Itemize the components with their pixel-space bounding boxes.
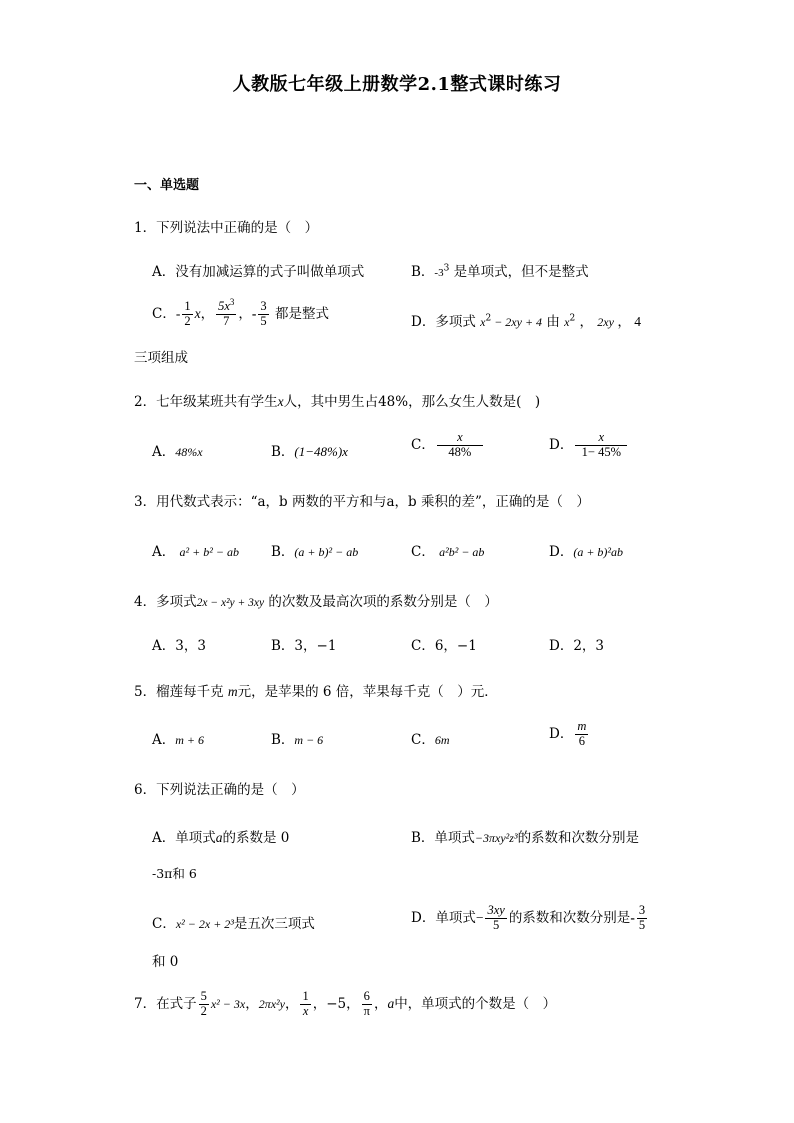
question-1-continuation: 三项组成 (134, 350, 188, 366)
question-1-option-d: D．多项式 $x^2 - 2xy + 4$ 由 $x^2$ ， 2xy ， 4 (411, 313, 641, 330)
section-heading: 一、单选题 (134, 178, 200, 193)
question-2-stem: 2．七年级某班共有学生x人，其中男生占48%，那么女生人数是( ) (134, 394, 541, 410)
question-4-stem: 4．多项式2x − x²y + 3xy 的次数及最高次项的系数分别是（ ） (134, 594, 498, 610)
question-1-option-a: A．没有加减运算的式子叫做单项式 (152, 264, 365, 280)
page-title: 人教版七年级上册数学2.1整式课时练习 (232, 74, 562, 95)
fraction: $\frac{3}{5}$ (260, 299, 267, 328)
fraction: $\frac{3}{5}$ (638, 903, 646, 932)
fraction: $\frac{3xy}{5}$ (487, 903, 505, 932)
question-7-stem: 7．在式子 $\frac{5}{2}$ x² − 3x，2πx²y， $\frac{1}{x}$ ，−5， $\frac{6}{\pi}$ ，a中，单项式的个数是（ ） (134, 989, 557, 1018)
question-1-stem: 1．下列说法中正确的是（ ） (134, 220, 319, 236)
question-3-option-a: A． a² + b² − ab (152, 544, 239, 560)
fraction: $\frac{5x^3}{7}$ (218, 296, 235, 328)
question-3-option-c: C． a²b² − ab (411, 544, 485, 560)
question-4-option-c: C．6，−1 (411, 638, 477, 654)
question-6-option-b: B．单项式−3πxy²z³的系数和次数分别是 (411, 830, 640, 846)
question-6-option-b-continuation: -3π和 6 (152, 866, 197, 881)
fraction: $\frac{m}{6}$ (577, 719, 587, 748)
question-3-stem: 3．用代数式表示：“a，b 两数的平方和与a，b 乘积的差”，正确的是（ ） (134, 494, 590, 510)
question-1-option-b: B．$-3^3$ 是单项式，但不是整式 (411, 263, 589, 280)
question-1-option-c: C．- $\frac{1}{2}$ x， $\frac{5x^3}{7}$ ，- $\frac{3}{5}$ 都是整式 (152, 296, 329, 328)
question-3-option-b: B．(a + b)² − ab (271, 544, 359, 560)
question-3-option-d: D．(a + b)²ab (549, 544, 624, 560)
question-2-option-d: D． $\frac{x}{1- 45\%}$ (549, 431, 629, 460)
question-5-option-d: D． $\frac{m}{6}$ (549, 719, 587, 748)
fraction: $\frac{x}{1- 45\%}$ (575, 431, 627, 460)
question-6-stem: 6．下列说法正确的是（ ） (134, 782, 305, 798)
fraction: $\frac{1}{2}$ (184, 299, 191, 328)
fraction: $\frac{x}{48\%}$ (437, 431, 483, 460)
question-5-option-c: C．6m (411, 732, 450, 748)
question-2-option-b: B．(1−48%)x (271, 444, 348, 460)
question-2-option-a: A．48%x (152, 444, 203, 460)
question-5-option-a: A．m + 6 (152, 732, 205, 748)
question-4-option-b: B．3，−1 (271, 638, 337, 654)
question-6-option-d-continuation: 和 0 (152, 954, 179, 970)
question-5-option-b: B．m − 6 (271, 732, 324, 748)
question-6-option-d: D．单项式− $\frac{3xy}{5}$ 的系数和次数分别是- $\frac{3}{5}$ (411, 903, 646, 932)
question-4-option-a: A．3，3 (152, 638, 206, 654)
question-2-option-c: C． $\frac{x}{48\%}$ (411, 431, 485, 460)
fraction: $\frac{6}{\pi}$ (363, 989, 370, 1018)
question-6-option-c: C．x² − 2x + 2³是五次三项式 (152, 916, 315, 932)
question-6-option-a: A．单项式a的系数是 0 (152, 830, 290, 846)
question-5-stem: 5．榴莲每千克 m元，是苹果的 6 倍，苹果每千克（ ）元． (134, 684, 498, 700)
fraction: $\frac{5}{2}$ (200, 989, 207, 1018)
fraction: $\frac{1}{x}$ (302, 989, 309, 1018)
question-4-option-d: D．2，3 (549, 638, 605, 654)
